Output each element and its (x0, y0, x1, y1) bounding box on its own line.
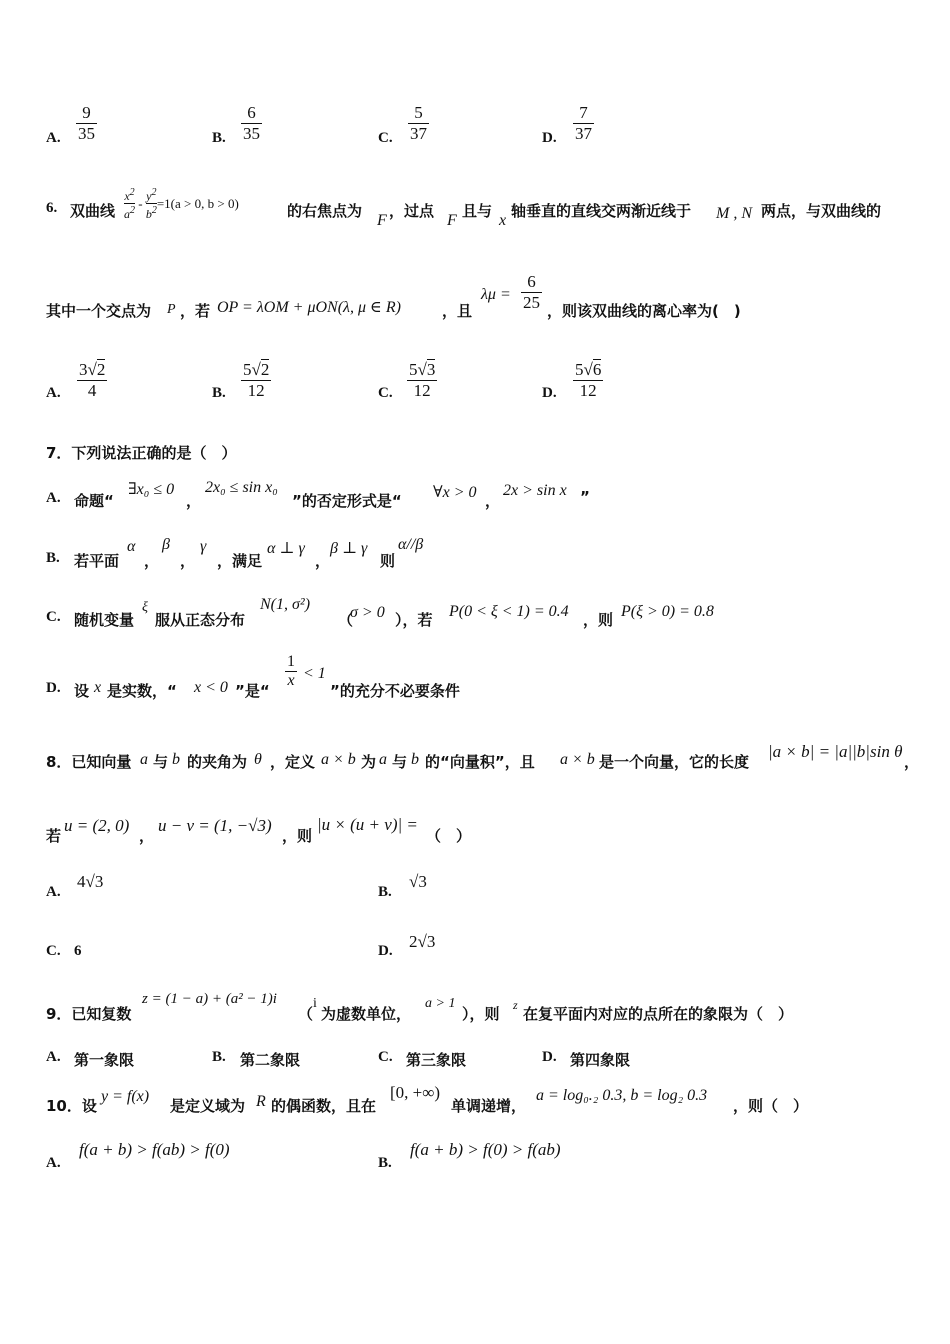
q5-option-b-label: B. (212, 130, 226, 146)
q7-option-d-label: D. (46, 680, 61, 696)
q8-option-a-value: 4√3 (77, 872, 104, 891)
q7-b-text: ， (144, 552, 160, 570)
q7-a-math: ∀x > 0 (433, 484, 477, 501)
q6-option-a-label: A. (46, 385, 61, 401)
q9-math: i (313, 996, 317, 1011)
q6-point-p: P (167, 302, 176, 317)
q7-a-text: ， (485, 492, 501, 510)
q6-focus-f: F (377, 212, 387, 229)
q7-c-text: 服从正态分布 (155, 611, 246, 629)
q6-option-a-value: $\frac{3√2}{4}$ (79, 360, 106, 400)
q7-b-text: ， (180, 552, 196, 570)
q8-text: 的夹角为 (187, 753, 248, 771)
q6-focus-f: F (447, 212, 457, 229)
q8-option-c-value: 6 (74, 943, 82, 959)
q8-math: b (172, 751, 180, 768)
q10-option-a-value: f(a + b) > f(ab) > f(0) (79, 1140, 230, 1159)
q6-lambda-mu-value: $\frac{6}{25}$ (523, 272, 540, 312)
q8-text: （ ） (426, 827, 472, 845)
q6-option-c-label: C. (378, 385, 393, 401)
q6-hyperbola-equation: $\frac{x^2}{a^2}$ - $\frac{y^2}{b^2}$ =1(a > 0, b > 0) (124, 187, 239, 221)
q7-d-text: ”是“ (235, 682, 270, 700)
q10-text: 的偶函数，且在 (271, 1097, 377, 1115)
q6-option-c-value: $\frac{5√3}{12}$ (409, 360, 436, 400)
q5-option-b-value: $\frac{6}{35}$ (243, 103, 260, 143)
q8-math: u = (2, 0) (64, 816, 130, 835)
q6-lambda-mu: λμ = (481, 286, 511, 303)
q7-c-math: σ > 0 (350, 604, 385, 621)
q9-text: 9．已知复数 (46, 1005, 132, 1023)
q7-b-math: α (127, 538, 136, 555)
q7-d-math: < 1 (303, 665, 326, 682)
q7-b-math: α//β (398, 536, 424, 553)
q8-text: ，定义 (270, 753, 316, 771)
q8-text: ，则 (282, 827, 313, 845)
q10-option-b-value: f(a + b) > f(0) > f(ab) (410, 1140, 561, 1159)
q6-text: ，则该双曲线的离心率为( ) (547, 302, 741, 320)
q5-option-c-value: $\frac{5}{37}$ (410, 103, 427, 143)
q5-option-d-value: $\frac{7}{37}$ (575, 103, 592, 143)
q8-option-c-label: C. (46, 943, 61, 959)
q9-option-b-label: B. (212, 1049, 226, 1065)
q7-a-text: 命题“ (74, 492, 114, 510)
q7-option-a-label: A. (46, 490, 61, 506)
q7-d-math: x (94, 679, 102, 696)
q7-b-text: ， (315, 552, 331, 570)
q8-text: 若 (46, 827, 62, 845)
q7-b-math: γ (200, 538, 207, 555)
q7-c-math: ξ (142, 600, 148, 615)
q8-math: a × b (560, 751, 595, 768)
q8-math: θ (254, 751, 262, 768)
q8-option-b-value: √3 (409, 872, 427, 891)
q9-math: a > 1 (425, 996, 456, 1011)
q9-option-d-label: D. (542, 1049, 557, 1065)
q8-math: |u × (u + v)| = (317, 815, 418, 834)
q7-c-text: （ (338, 611, 354, 629)
q7-c-math: P(0 < ξ < 1) = 0.4 (449, 603, 569, 620)
q9-text: 在复平面内对应的点所在的象限为（ ） (523, 1005, 794, 1023)
q7-c-math: P(ξ > 0) = 0.8 (621, 603, 714, 620)
q8-text: 是一个向量，它的长度 (599, 753, 750, 771)
q8-math: a (140, 751, 148, 768)
q6-text: ，且 (442, 302, 473, 320)
q7-d-math: x < 0 (194, 679, 228, 696)
q9-text: （ (298, 1005, 314, 1023)
q7-option-c-label: C. (46, 609, 61, 625)
q10-text: 单调递增， (451, 1097, 527, 1115)
q8-text: 与 (153, 753, 169, 771)
q9-math: z (513, 998, 518, 1012)
q9-complex-number: z = (1 − a) + (a² − 1)i (142, 991, 277, 1007)
q10-math: a = log₀.₂ 0.3, b = log₂ 0.3 (536, 1087, 708, 1104)
q9-text: 为虚数单位， (321, 1005, 412, 1023)
q7-a-math: 2x > sin x (503, 482, 567, 499)
q8-option-a-label: A. (46, 884, 61, 900)
q5-option-a-value: $\frac{9}{35}$ (78, 103, 95, 143)
q8-option-d-value: 2√3 (409, 932, 436, 951)
q7-b-math: α ⊥ γ (267, 540, 305, 557)
q7-a-math: ∃x₀ ≤ 0 (128, 481, 175, 498)
q9-option-a-value: 第一象限 (74, 1051, 135, 1069)
q6-option-d-value: $\frac{5√6}{12}$ (575, 360, 602, 400)
q7-c-text: ，则 (583, 611, 614, 629)
q10-math: [0, +∞) (390, 1083, 441, 1102)
q7-a-text: ”的否定形式是“ (292, 492, 402, 510)
q8-math: a × b (321, 751, 356, 768)
q6-text: 两点，与双曲线的 (761, 202, 882, 220)
q5-option-c-label: C. (378, 130, 393, 146)
q9-option-c-value: 第三象限 (406, 1051, 467, 1069)
q7-option-b-label: B. (46, 550, 60, 566)
q6-x-axis: x (499, 212, 507, 229)
q6-text: 的右焦点为 (287, 202, 363, 220)
q10-text: 10．设 (46, 1097, 97, 1115)
q7-d-fraction: $\frac{1}{x}$ (287, 653, 295, 689)
q10-option-a-label: A. (46, 1155, 61, 1171)
q10-math: R (256, 1093, 266, 1110)
q10-text: 是定义域为 (170, 1097, 246, 1115)
q7-d-text: 设 (74, 682, 90, 700)
q10-text: ，则（ ） (733, 1097, 809, 1115)
q9-option-c-label: C. (378, 1049, 393, 1065)
q7-a-text: ， (186, 492, 202, 510)
q8-math: a (379, 751, 387, 768)
q7-b-text: 则 (380, 552, 396, 570)
q7-b-text: 若平面 (74, 552, 120, 570)
q9-text: ），则 (462, 1005, 500, 1023)
q7-b-math: β ⊥ γ (330, 540, 368, 557)
q10-option-b-label: B. (378, 1155, 392, 1171)
q6-option-b-label: B. (212, 385, 226, 401)
q6-text: 轴垂直的直线交两渐近线于 (511, 202, 692, 220)
q7-a-math: 2x₀ ≤ sin x₀ (205, 479, 278, 496)
q6-option-d-label: D. (542, 385, 557, 401)
q8-text: 8．已知向量 (46, 753, 132, 771)
q8-option-d-label: D. (378, 943, 393, 959)
q6-text: ，过点 (389, 202, 435, 220)
q7-stem: 7．下列说法正确的是（ ） (46, 444, 237, 462)
q8-option-b-label: B. (378, 884, 392, 900)
q6-points-mn: M , N (716, 205, 752, 222)
q6-option-b-value: $\frac{5√2}{12}$ (243, 360, 270, 400)
q7-a-text: ” (580, 488, 590, 506)
q9-option-b-value: 第二象限 (240, 1051, 301, 1069)
q7-b-math: β (162, 536, 170, 553)
q9-option-d-value: 第四象限 (570, 1051, 631, 1069)
q6-text: 其中一个交点为 (46, 302, 152, 320)
q7-c-math: N(1, σ²) (260, 596, 311, 613)
q8-text: 与 (392, 753, 408, 771)
q8-text: ， (139, 827, 155, 845)
q8-text: 为 (361, 753, 377, 771)
q8-math: u − v = (1, −√3) (158, 816, 272, 835)
q8-math: b (411, 751, 419, 768)
q7-c-text: 随机变量 (74, 611, 135, 629)
q8-math: |a × b| = |a||b|sin θ (768, 742, 903, 761)
q6-text: 且与 (462, 202, 493, 220)
q5-option-a-label: A. (46, 130, 61, 146)
q6-vector-equation: OP = λOM + μON(λ, μ ∈ R) (217, 299, 401, 316)
q9-option-a-label: A. (46, 1049, 61, 1065)
q6-text: ，若 (180, 302, 211, 320)
q6-number: 6. (46, 200, 58, 216)
q7-b-text: ，满足 (217, 552, 263, 570)
q10-math: y = f(x) (101, 1088, 150, 1105)
q7-d-text: ”的充分不必要条件 (330, 682, 460, 700)
q6-text: 双曲线 (70, 202, 116, 220)
q7-c-text: ），若 (395, 611, 433, 629)
q5-option-d-label: D. (542, 130, 557, 146)
q8-text: 的“向量积”，且 (425, 753, 535, 771)
q8-text: ， (904, 753, 920, 771)
q7-d-text: 是实数，“ (107, 682, 177, 700)
